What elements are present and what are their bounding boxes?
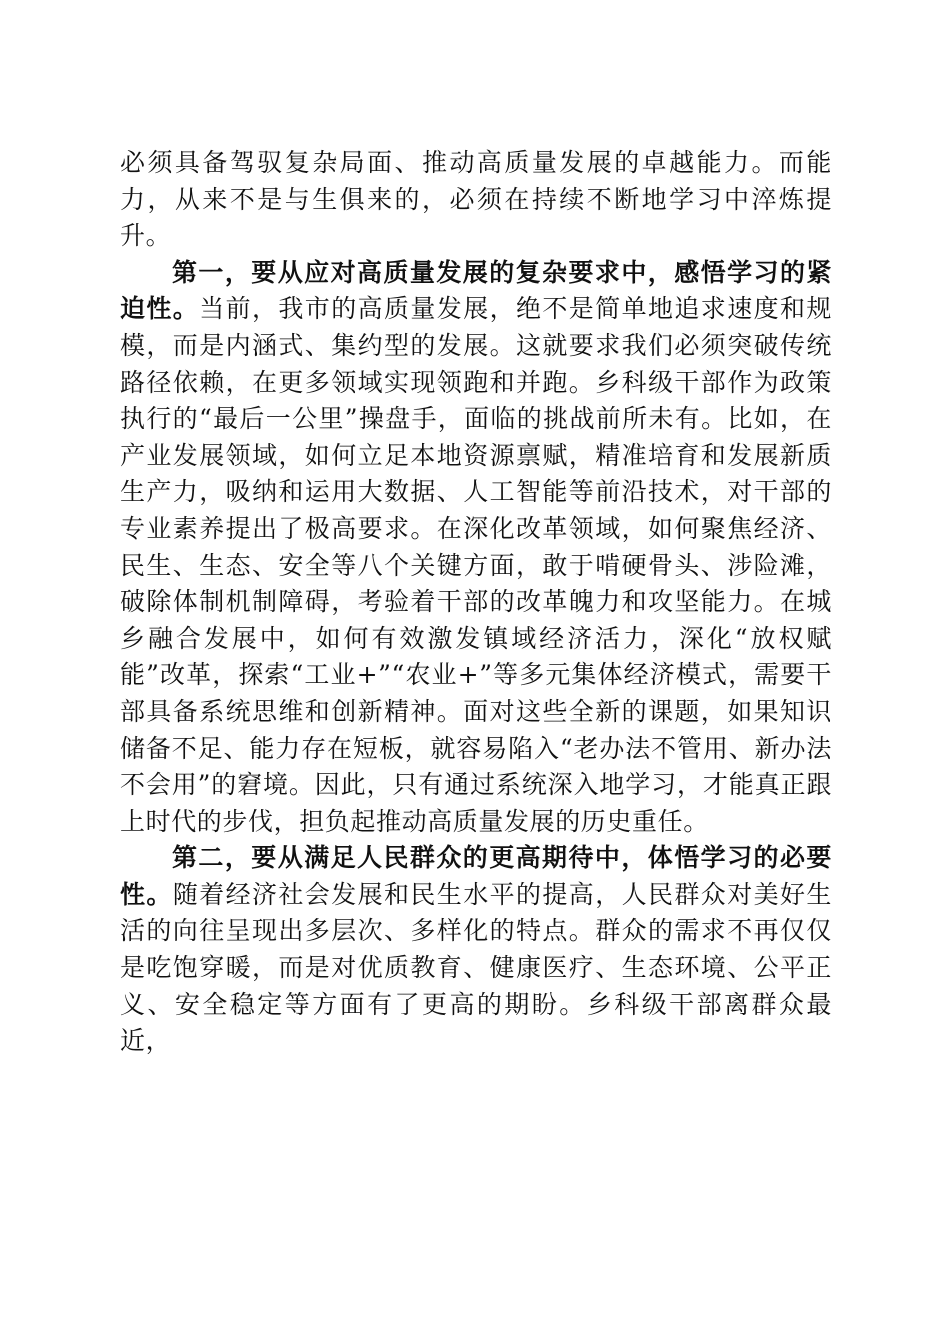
- paragraph-first-point: [120, 255, 832, 841]
- paragraph-body: 随着经济社会发展和民生水平的提高，人民群众对美好生活的向往呈现出多层次、多样化的特点。群众的需求不再仅仅是吃饱穿暖，而是对优质教育、健康医疗、生态环境、公平正义、安全稳定等方面有了更高的期盼。乡科级干部离群众最近，: [120, 879, 832, 1056]
- paragraph-body: 必须具备驾驭复杂局面、推动高质量发展的卓越能力。而能力，从来不是与生俱来的，必须在持续不断地学习中淬炼提升。: [120, 148, 832, 251]
- paragraph-second-point: [120, 840, 832, 1060]
- paragraph-lead-heading: 第二，要从满足人民群众的更高期待中，体悟学习的必要性。: [120, 843, 832, 909]
- paragraph-body: 当前，我市的高质量发展，绝不是简单地追求速度和规模，而是内涵式、集约型的发展。这就要求我们必须突破传统路径依赖，在更多领域实现领跑和并跑。乡科级干部作为政策执行的“最后一公里”操盘手，面临的挑战前所未有。比如，在产业发展领域，如何立足本地资源禀赋，精准培育和发展新质生产力，吸纳和运用大数据、人工智能等前沿技术，对干部的专业素养提出了极高要求。在深化改革领域，如何聚焦经济、民生、生态、安全等八个关键方面，敢于啃硬骨头、涉险滩，破除体制机制障碍，考验着干部的改革魄力和攻坚能力。在城乡融合发展中，如何有效激发镇域经济活力，深化“放权赋能”改革，探索“工业+”“农业+”等多元集体经济模式，需要干部具备系统思维和创新精神。面对这些全新的课题，如果知识储备不足、能力存在短板，就容易陷入“老办法不管用、新办法不会用”的窘境。因此，只有通过系统深入地学习，才能真正跟上时代的步伐，担负起推动高质量发展的历史重任。: [120, 294, 832, 836]
- paragraph-lead-heading: 第一，要从应对高质量发展的复杂要求中，感悟学习的紧迫性。: [120, 257, 832, 324]
- document-page: [120, 145, 832, 1060]
- paragraph-continuation: [120, 145, 832, 255]
